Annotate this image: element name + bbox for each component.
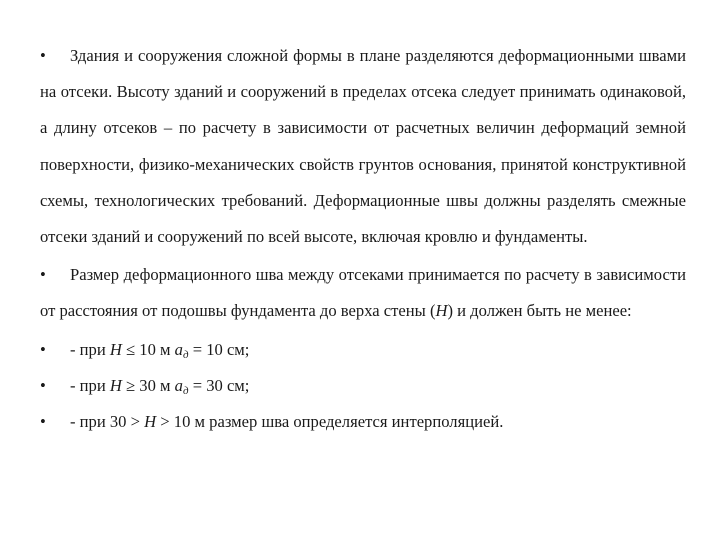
paragraph-joint-size <box>40 257 686 329</box>
paragraph-text-after: ) и должен быть не менее: <box>447 301 632 321</box>
bullet-icon: • <box>40 339 46 359</box>
paragraph-deformation-joints <box>40 38 686 255</box>
paragraph-text: Здания и сооружения сложной формы в плане разделяются деформационными швами на отсеки. Высоту зданий и сооружений в пределах отсека следует принимать одинаковой, а длину отсеков – по расчету в зависимости от расчетных величин деформаций земной поверхности, физико-механических свойств грунтов основания, принятой конструктивной схемы, технологических требований. Деформационные швы должны разделять смежные отсеки зданий и сооружений по всей высоте, включая кровлю и фундаменты. <box>40 46 686 247</box>
item-value: = 10 см; <box>188 339 250 359</box>
variable-a: a <box>174 375 183 395</box>
item-relation: ≥ 30 м <box>121 375 175 395</box>
bullet-icon: • <box>40 412 46 432</box>
item-prefix: - при 30 > <box>70 412 145 432</box>
item-suffix: > 10 м размер шва определяется интерполяцией. <box>156 412 504 432</box>
variable-a: a <box>174 339 183 359</box>
bullet-icon: • <box>40 46 46 65</box>
list-item-interpolation <box>40 404 686 440</box>
paragraph-text-before: Размер деформационного шва между отсеками принимается по расчету в зависимости от расстояния от подошвы фундамента до верха стены ( <box>40 265 686 321</box>
item-value: = 30 см; <box>188 375 250 395</box>
variable-a-subscript: д <box>182 384 189 397</box>
list-item-h-ge-30 <box>40 368 686 404</box>
variable-a-subscript: д <box>182 348 189 361</box>
variable-h: H <box>435 301 448 321</box>
document-page <box>40 38 686 440</box>
bullet-icon: • <box>40 375 46 395</box>
variable-h: H <box>109 375 122 395</box>
variable-h: H <box>109 339 122 359</box>
item-prefix: - при <box>70 375 110 395</box>
item-prefix: - при <box>70 339 110 359</box>
item-relation: ≤ 10 м <box>121 339 175 359</box>
variable-h: H <box>144 412 157 432</box>
bullet-icon: • <box>40 265 46 285</box>
list-item-h-le-10 <box>40 332 686 368</box>
